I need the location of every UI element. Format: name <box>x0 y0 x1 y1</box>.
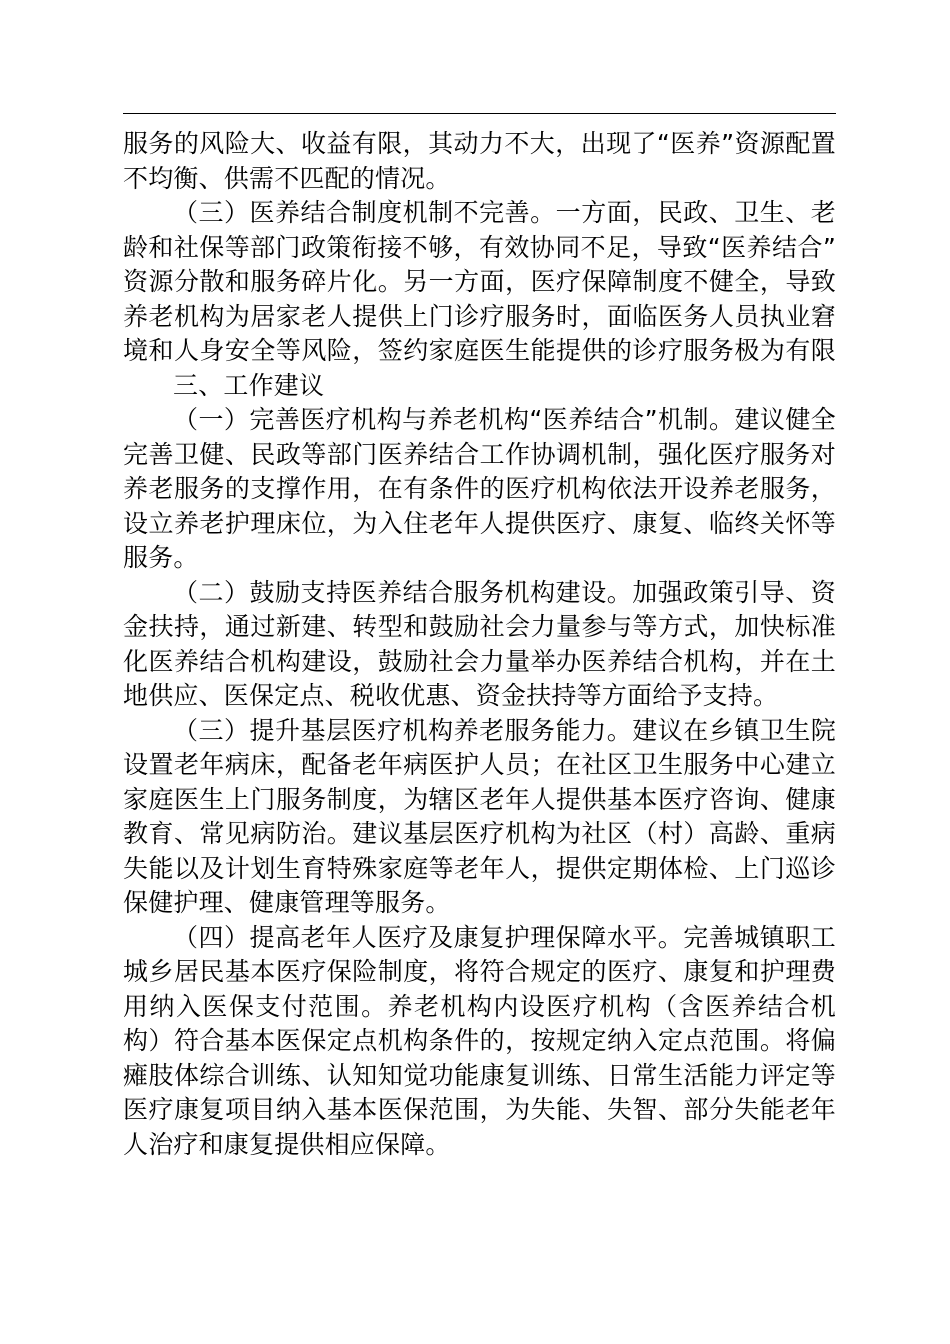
text-line: 教育、常见病防治。建议基层医疗机构为社区（村）高龄、重病 <box>123 819 836 848</box>
text-line: 资源分散和服务碎片化。另一方面，医疗保障制度不健全，导致 <box>123 267 836 296</box>
text-line: 完善卫健、民政等部门医养结合工作协调机制，强化医疗服务对 <box>123 439 836 469</box>
text-line: 失能以及计划生育特殊家庭等老年人，提供定期体检、上门巡诊 <box>123 853 836 883</box>
text-line: 用纳入医保支付范围。养老机构内设医疗机构（含医养结合机 <box>123 991 836 1021</box>
text-line: 化医养结合机构建设，鼓励社会力量举办医养结合机构，并在土 <box>123 646 836 676</box>
section-heading-text: 三、工作建议 <box>173 370 325 400</box>
text-line: 人治疗和康复提供相应保障。 <box>123 1129 451 1159</box>
text-line: 医疗康复项目纳入基本医保范围，为失能、失智、部分失能老年 <box>123 1095 836 1124</box>
paragraph-suggestion-4 <box>123 921 836 1163</box>
text-line: 瘫肢体综合训练、认知知觉功能康复训练、日常生活能力评定等 <box>123 1060 836 1090</box>
text-line: 家庭医生上门服务制度，为辖区老年人提供基本医疗咨询、健康 <box>123 784 836 814</box>
text-line: 设置老年病床，配备老年病医护人员；在社区卫生服务中心建立 <box>123 750 836 779</box>
text-line: 城乡居民基本医疗保险制度，将符合规定的医疗、康复和护理费 <box>123 957 836 986</box>
text-line: 服务。 <box>123 543 199 572</box>
paragraph-problem-3 <box>123 196 836 369</box>
text-line: 养老服务的支撑作用，在有条件的医疗机构依法开设养老服务， <box>123 474 836 503</box>
text-line: 服务的风险大、收益有限，其动力不大，出现了“医养”资源配置 <box>123 129 836 158</box>
text-line: （一）完善医疗机构与养老机构“医养结合”机制。建议健全 <box>173 405 836 434</box>
text-line: 地供应、医保定点、税收优惠、资金扶持等方面给予支持。 <box>123 681 779 710</box>
text-line: 养老机构为居家老人提供上门诊疗服务时，面临医务人员执业窘 <box>123 301 836 331</box>
text-line: 境和人身安全等风险，签约家庭医生能提供的诊疗服务极为有限 <box>123 336 836 365</box>
text-line: 保健护理、健康管理等服务。 <box>123 888 451 917</box>
text-line: 构）符合基本医保定点机构条件的，按规定纳入定点范围。将偏 <box>123 1026 836 1055</box>
text-line: （四）提高老年人医疗及康复护理保障水平。完善城镇职工 <box>173 922 836 952</box>
text-line: 龄和社保等部门政策衔接不够，有效协同不足，导致“医养结合” <box>123 232 836 262</box>
text-line: 金扶持，通过新建、转型和鼓励社会力量参与等方式，加快标准 <box>123 612 836 641</box>
text-line: 设立养老护理床位，为入住老年人提供医疗、康复、临终关怀等 <box>123 508 836 538</box>
paragraph-suggestion-3 <box>123 714 836 921</box>
text-line: （三）医养结合制度机制不完善。一方面，民政、卫生、老 <box>173 198 836 227</box>
text-line: （三）提升基层医疗机构养老服务能力。建议在乡镇卫生院 <box>173 715 836 745</box>
paragraph-continuation <box>123 127 836 196</box>
text-line: （二）鼓励支持医养结合服务机构建设。加强政策引导、资 <box>173 577 836 607</box>
header-rule <box>123 113 836 114</box>
section-heading <box>123 369 836 404</box>
document-body <box>123 127 836 1162</box>
paragraph-suggestion-2 <box>123 576 836 714</box>
text-line: 不均衡、供需不匹配的情况。 <box>123 163 451 193</box>
paragraph-suggestion-1 <box>123 403 836 576</box>
